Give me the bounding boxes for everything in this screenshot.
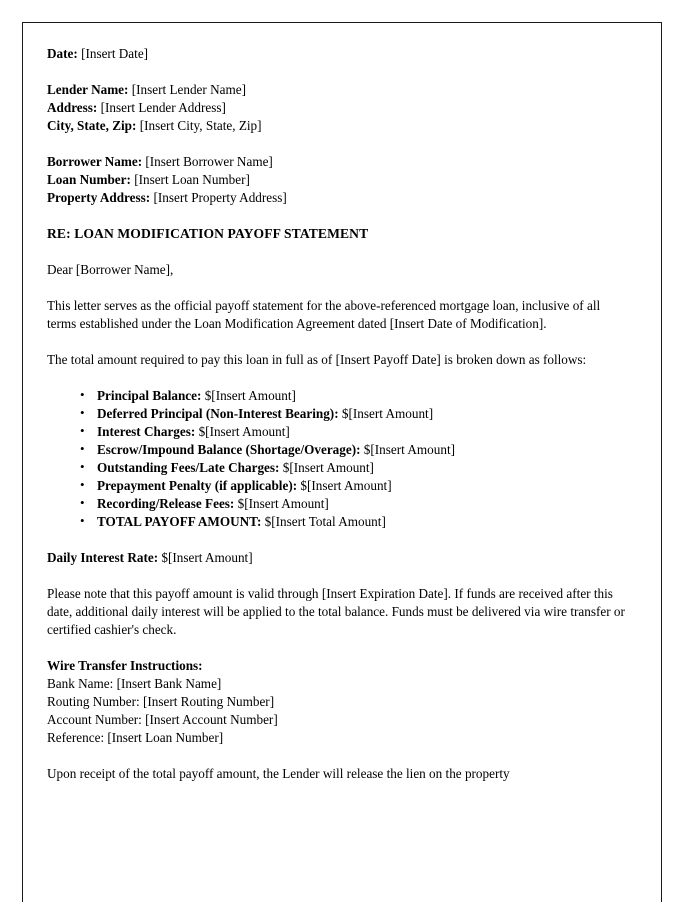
breakdown-value: $[Insert Amount] (363, 442, 455, 457)
borrower-name-line (47, 153, 627, 171)
breakdown-value: $[Insert Amount] (282, 460, 374, 475)
lender-address-line (47, 99, 627, 117)
breakdown-label: Deferred Principal (Non-Interest Bearing): (97, 406, 339, 421)
lender-city-value: [Insert City, State, Zip] (139, 118, 262, 133)
spacer (47, 207, 627, 225)
lender-name-line (47, 81, 627, 99)
wire-account-number: Account Number: [Insert Account Number] (47, 712, 278, 727)
loan-number-line (47, 171, 627, 189)
spacer (47, 747, 627, 765)
property-address-value: [Insert Property Address] (153, 190, 287, 205)
loan-number-value: [Insert Loan Number] (134, 172, 250, 187)
lender-name-label: Lender Name: (47, 82, 129, 97)
wire-transfer-heading: Wire Transfer Instructions: (47, 658, 203, 673)
date-line (47, 45, 627, 63)
wire-bank-name: Bank Name: [Insert Bank Name] (47, 676, 222, 691)
subject-heading: RE: LOAN MODIFICATION PAYOFF STATEMENT (47, 226, 369, 241)
closing-paragraph: Upon receipt of the total payoff amount, the Lender will release the lien on the property (47, 766, 510, 781)
salutation: Dear [Borrower Name], (47, 262, 174, 277)
daily-interest-label: Daily Interest Rate: (47, 550, 159, 565)
breakdown-value: $[Insert Amount] (204, 388, 296, 403)
breakdown-label: TOTAL PAYOFF AMOUNT: (97, 514, 262, 529)
spacer (47, 639, 627, 657)
payoff-breakdown-list (47, 387, 627, 531)
spacer (47, 279, 627, 297)
daily-interest-line (47, 549, 627, 567)
list-item (47, 423, 627, 441)
spacer (47, 531, 627, 549)
lender-address-value: [Insert Lender Address] (100, 100, 226, 115)
lender-city-line (47, 117, 627, 135)
wire-reference: Reference: [Insert Loan Number] (47, 730, 224, 745)
lender-address-label: Address: (47, 100, 98, 115)
loan-number-label: Loan Number: (47, 172, 131, 187)
document-body (47, 45, 627, 783)
property-address-line (47, 189, 627, 207)
breakdown-label: Interest Charges: (97, 424, 196, 439)
lender-name-value: [Insert Lender Name] (131, 82, 246, 97)
spacer (47, 243, 627, 261)
validity-paragraph: Please note that this payoff amount is valid through [Insert Expiration Date]. If funds are received after this date, additional daily interest will be applied to the total balance. Funds must be delivered via wire transfer or certified cashier's check. (47, 586, 625, 637)
lender-city-label: City, State, Zip: (47, 118, 137, 133)
date-value: [Insert Date] (81, 46, 149, 61)
breakdown-label: Escrow/Impound Balance (Shortage/Overage): (97, 442, 361, 457)
breakdown-value: $[Insert Amount] (300, 478, 392, 493)
list-item (47, 477, 627, 495)
breakdown-label: Recording/Release Fees: (97, 496, 235, 511)
spacer (47, 135, 627, 153)
borrower-name-label: Borrower Name: (47, 154, 143, 169)
property-address-label: Property Address: (47, 190, 151, 205)
spacer (47, 333, 627, 351)
spacer (47, 63, 627, 81)
spacer (47, 369, 627, 387)
breakdown-label: Prepayment Penalty (if applicable): (97, 478, 298, 493)
breakdown-label: Principal Balance: (97, 388, 202, 403)
spacer (47, 567, 627, 585)
breakdown-value: $[Insert Total Amount] (264, 514, 386, 529)
total-amount-paragraph: The total amount required to pay this loan in full as of [Insert Payoff Date] is broken down as follows: (47, 352, 587, 367)
list-item (47, 459, 627, 477)
list-item (47, 441, 627, 459)
list-item (47, 405, 627, 423)
breakdown-value: $[Insert Amount] (237, 496, 329, 511)
lender-block (47, 81, 627, 135)
date-label: Date: (47, 46, 78, 61)
breakdown-value: $[Insert Amount] (341, 406, 434, 421)
breakdown-label: Outstanding Fees/Late Charges: (97, 460, 280, 475)
list-item (47, 387, 627, 405)
intro-paragraph: This letter serves as the official payoff statement for the above-referenced mortgage loan, inclusive of all terms established under the Loan Modification Agreement dated [Insert Date of Modification]. (47, 298, 601, 331)
wire-routing-number: Routing Number: [Insert Routing Number] (47, 694, 275, 709)
document-page (22, 22, 662, 902)
borrower-block (47, 153, 627, 207)
daily-interest-value: $[Insert Amount] (161, 550, 253, 565)
wire-transfer-block (47, 657, 627, 747)
breakdown-value: $[Insert Amount] (198, 424, 290, 439)
list-item (47, 495, 627, 513)
list-item (47, 513, 627, 531)
borrower-name-value: [Insert Borrower Name] (145, 154, 273, 169)
